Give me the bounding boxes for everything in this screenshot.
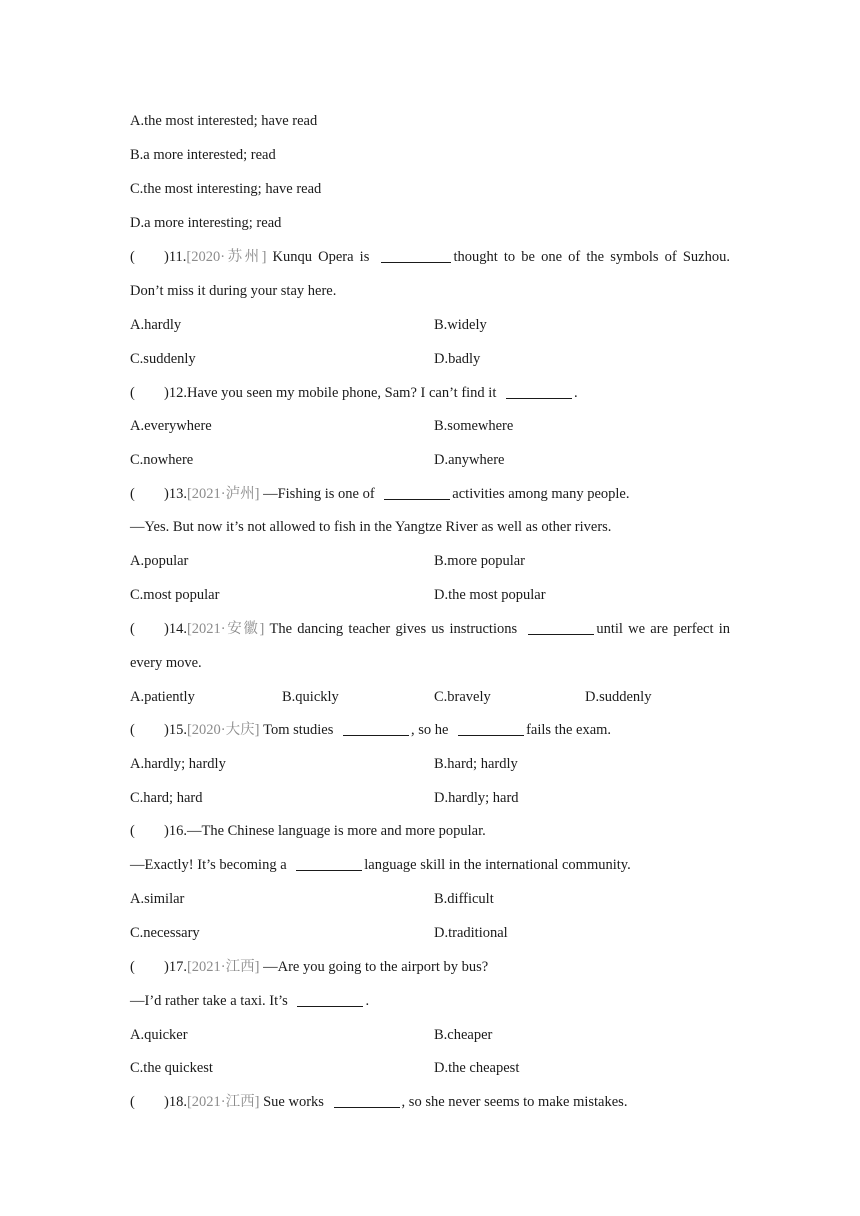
question-number: )11. <box>164 249 187 265</box>
option-b: B.widely <box>434 317 487 333</box>
answer-blank[interactable] <box>343 721 409 736</box>
answer-paren: ( <box>130 385 135 401</box>
question-13-line2: —Yes. But now it’s not allowed to fish in the Yangtze River as well as other rivers. <box>130 519 612 535</box>
answer-paren: ( <box>130 486 135 502</box>
answer-paren: ( <box>130 959 135 975</box>
option-d: D.anywhere <box>434 452 505 468</box>
option-b: B.cheaper <box>434 1027 493 1043</box>
question-text: . <box>365 993 370 1009</box>
option-c: C.nowhere <box>130 452 194 468</box>
answer-blank[interactable] <box>297 992 363 1007</box>
question-number: )15. <box>164 722 187 738</box>
question-text: activities among many people. <box>452 486 630 502</box>
option-d: D.the cheapest <box>434 1060 520 1076</box>
question-number: )18. <box>164 1094 187 1110</box>
question-number: )12. <box>164 385 187 401</box>
question-17-line2 <box>130 991 369 1011</box>
q10-option-a: A.the most interested; have read <box>130 113 318 129</box>
question-number: )13. <box>164 486 187 502</box>
answer-paren: ( <box>130 823 135 839</box>
option-a: A.hardly <box>130 317 182 333</box>
question-11 <box>130 247 730 267</box>
answer-paren: ( <box>130 1094 135 1110</box>
option-d: D.hardly; hard <box>434 790 519 806</box>
question-text: thought to be one of the symbols of Suzhou. <box>453 249 730 265</box>
question-source: [2021·江西] <box>186 959 260 975</box>
option-d: D.suddenly <box>585 689 652 705</box>
question-11-line2: Don’t miss it during your stay here. <box>130 283 337 299</box>
option-d: D.badly <box>434 351 481 367</box>
answer-paren: ( <box>130 621 135 637</box>
question-text: until we are perfect in <box>596 621 730 637</box>
question-source: [2020·大庆] <box>186 722 260 738</box>
option-b: B.hard; hardly <box>434 756 518 772</box>
question-16 <box>130 821 486 841</box>
question-text: Tom studies <box>259 722 337 738</box>
option-c: C.bravely <box>434 689 491 705</box>
option-c: C.most popular <box>130 587 220 603</box>
option-c: C.suddenly <box>130 351 196 367</box>
option-b: B.difficult <box>434 891 494 907</box>
option-a: A.patiently <box>130 689 195 705</box>
answer-blank[interactable] <box>334 1093 400 1108</box>
answer-blank[interactable] <box>296 856 362 871</box>
answer-blank[interactable] <box>381 248 451 263</box>
option-c: C.necessary <box>130 925 200 941</box>
option-a: A.quicker <box>130 1027 188 1043</box>
option-a: A.hardly; hardly <box>130 756 226 772</box>
option-b: B.quickly <box>282 689 339 705</box>
answer-blank[interactable] <box>458 721 524 736</box>
option-a: A.similar <box>130 891 185 907</box>
question-number: )17. <box>164 959 187 975</box>
question-text: Have you seen my mobile phone, Sam? I can’t find it <box>186 385 500 401</box>
question-14-line2: every move. <box>130 655 202 671</box>
question-text: —Are you going to the airport by bus? <box>259 959 489 975</box>
question-18 <box>130 1092 627 1112</box>
question-number: )14. <box>164 621 187 637</box>
q10-option-d: D.a more interesting; read <box>130 215 282 231</box>
option-d: D.the most popular <box>434 587 546 603</box>
question-text: language skill in the international community. <box>364 857 631 873</box>
answer-paren: ( <box>130 249 135 265</box>
answer-blank[interactable] <box>528 620 594 635</box>
q10-option-b: B.a more interested; read <box>130 147 276 163</box>
question-number: )16. <box>164 823 187 839</box>
answer-paren: ( <box>130 722 135 738</box>
question-text: Sue works <box>259 1094 328 1110</box>
question-12 <box>130 383 578 403</box>
option-c: C.hard; hard <box>130 790 203 806</box>
question-source: [2021·泸州] <box>186 486 260 502</box>
question-16-line2 <box>130 855 631 875</box>
option-d: D.traditional <box>434 925 508 941</box>
option-c: C.the quickest <box>130 1060 213 1076</box>
question-source: [2021·江西] <box>186 1094 260 1110</box>
question-13 <box>130 484 629 504</box>
option-b: B.more popular <box>434 553 526 569</box>
question-15 <box>130 720 611 740</box>
answer-blank[interactable] <box>384 485 450 500</box>
option-a: A.popular <box>130 553 189 569</box>
question-text: , so he <box>411 722 453 738</box>
question-text: . <box>574 385 578 401</box>
option-a: A.everywhere <box>130 418 212 434</box>
question-text: Kunqu Opera is <box>266 249 376 265</box>
answer-blank[interactable] <box>506 384 572 399</box>
question-source: [2021·安徽] <box>186 621 265 637</box>
question-14 <box>130 619 730 639</box>
question-17 <box>130 957 488 977</box>
question-text: —The Chinese language is more and more popular. <box>186 823 486 839</box>
option-b: B.somewhere <box>434 418 514 434</box>
question-text: —Fishing is one of <box>259 486 379 502</box>
question-text: —Exactly! It’s becoming a <box>130 857 291 873</box>
question-text: —I’d rather take a taxi. It’s <box>130 993 292 1009</box>
question-source: [2020·苏州] <box>186 249 267 265</box>
q10-option-c: C.the most interesting; have read <box>130 181 322 197</box>
question-text: The dancing teacher gives us instructions <box>264 621 523 637</box>
question-text: fails the exam. <box>526 722 612 738</box>
question-text: , so she never seems to make mistakes. <box>401 1094 628 1110</box>
